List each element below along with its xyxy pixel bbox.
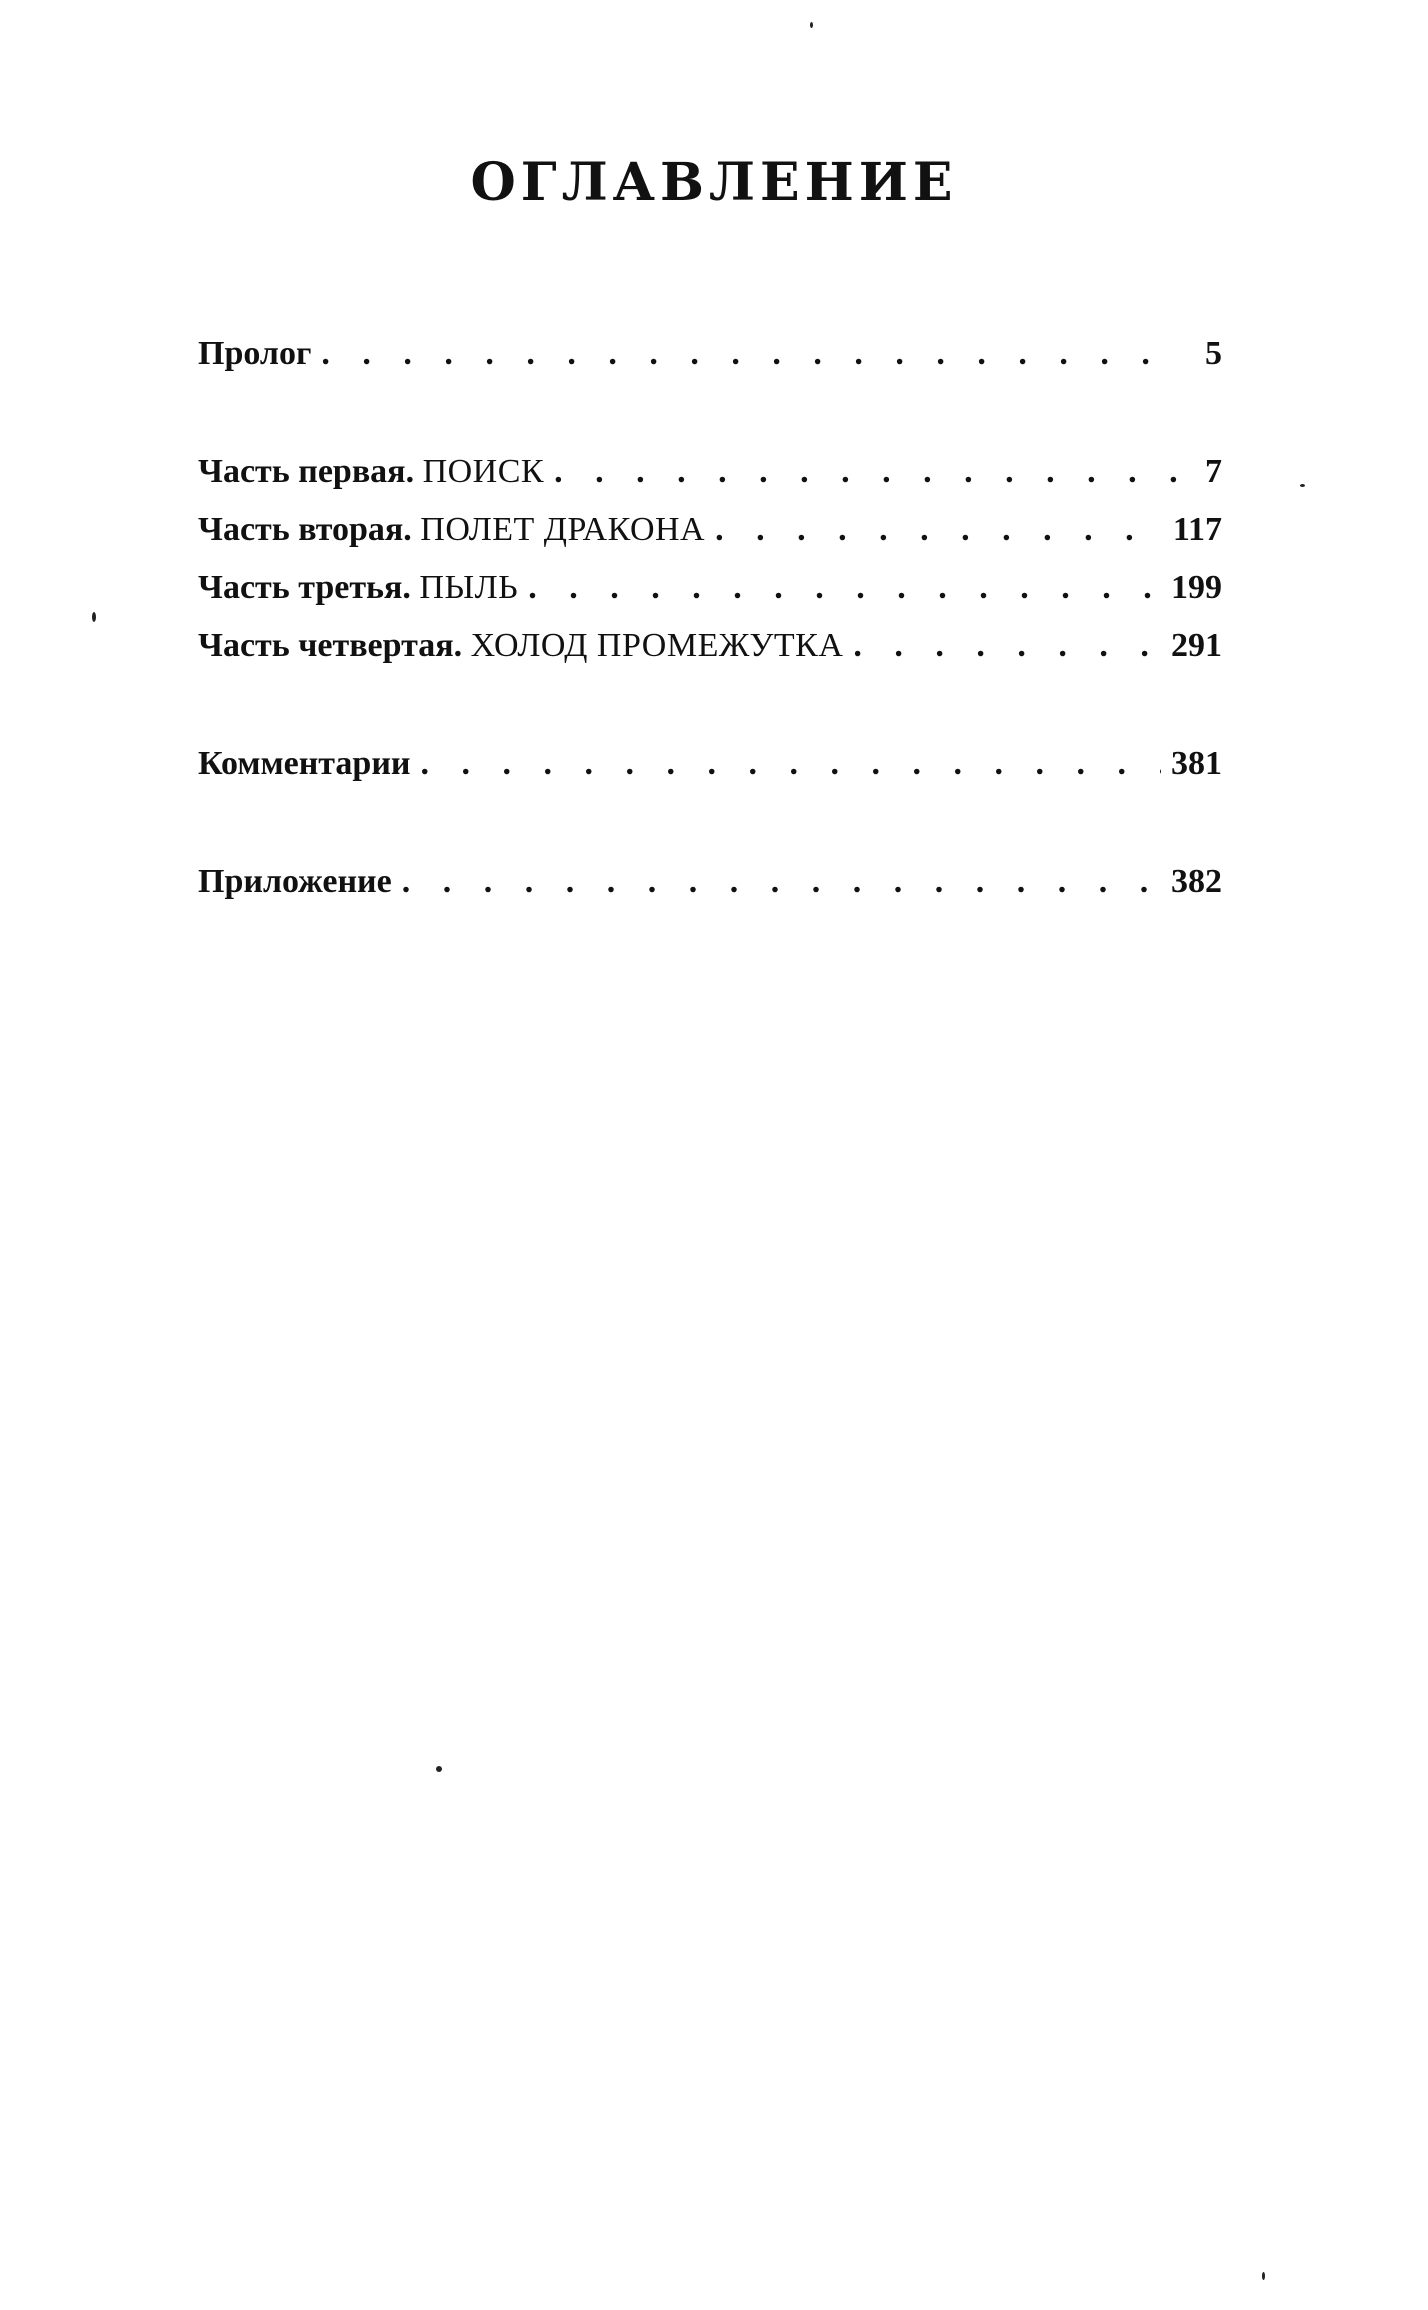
entry-name: ПОИСК bbox=[422, 453, 545, 490]
entry-title bbox=[198, 622, 843, 670]
dot-leader bbox=[715, 506, 1163, 554]
toc-entry-part-3 bbox=[198, 564, 1222, 612]
dot-leader bbox=[853, 622, 1161, 670]
dot-leader bbox=[402, 858, 1161, 906]
toc-entry-part-4 bbox=[198, 622, 1222, 670]
dot-leader bbox=[554, 448, 1182, 496]
entry-title bbox=[198, 506, 705, 554]
scan-speck bbox=[1300, 484, 1305, 487]
entry-title bbox=[198, 330, 311, 378]
page-title: ОГЛАВЛЕНИЕ bbox=[470, 152, 958, 213]
entry-part: Часть первая. bbox=[198, 453, 415, 490]
entry-page-number: 5 bbox=[1205, 335, 1222, 372]
dot-leader bbox=[528, 564, 1161, 612]
toc-entry-part-2 bbox=[198, 506, 1222, 554]
entry-title bbox=[198, 740, 411, 788]
entry-name: ПОЛЕТ ДРАКОНА bbox=[420, 511, 706, 548]
entry-page-number: 7 bbox=[1205, 453, 1222, 490]
scan-speck bbox=[810, 22, 813, 28]
entry-part: Пролог bbox=[198, 335, 312, 372]
entry-title bbox=[198, 858, 392, 906]
entry-page-number: 199 bbox=[1171, 569, 1222, 606]
entry-page-number: 382 bbox=[1171, 863, 1222, 900]
entry-name: ПЫЛЬ bbox=[419, 569, 519, 606]
entry-part: Часть третья. bbox=[198, 569, 411, 606]
scan-speck bbox=[92, 612, 96, 622]
entry-title bbox=[198, 448, 544, 496]
entry-part: Часть вторая. bbox=[198, 511, 412, 548]
toc-entry-prologue bbox=[198, 330, 1222, 378]
toc-entry-appendix bbox=[198, 858, 1222, 906]
entry-page-number: 117 bbox=[1172, 511, 1222, 548]
entry-name: ХОЛОД ПРОМЕЖУТКА bbox=[470, 627, 844, 664]
entry-page-number: 381 bbox=[1171, 745, 1222, 782]
entry-part: Часть четвертая. bbox=[198, 627, 463, 664]
entry-title bbox=[198, 564, 518, 612]
dot-leader bbox=[321, 330, 1182, 378]
entry-part: Приложение bbox=[198, 863, 392, 900]
dot-leader bbox=[421, 740, 1161, 788]
toc-entry-comments bbox=[198, 740, 1222, 788]
scan-speck bbox=[436, 1766, 442, 1772]
scan-speck bbox=[1262, 2272, 1265, 2280]
toc-entry-part-1 bbox=[198, 448, 1222, 496]
entry-part: Комментарии bbox=[198, 745, 411, 782]
entry-page-number: 291 bbox=[1171, 627, 1222, 664]
